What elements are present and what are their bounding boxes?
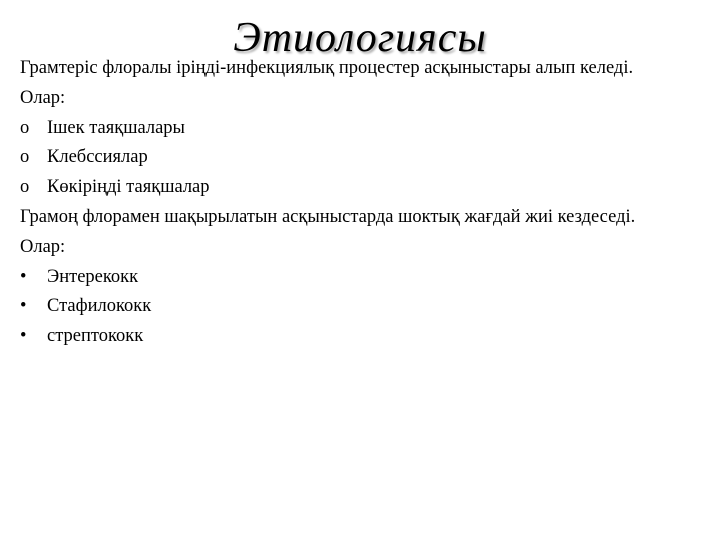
list-item-label: Көкіріңді таяқшалар (47, 177, 210, 198)
slide-title: Этиологиясы (233, 15, 487, 61)
list-item (20, 114, 710, 144)
circle-bullet-icon: o (20, 117, 30, 138)
list-item (20, 143, 710, 173)
list-item-label: Клебссиялар (47, 147, 148, 168)
circle-bullet-icon: o (20, 177, 30, 198)
list-item-label: Стафилококк (47, 296, 152, 317)
list-item (20, 322, 710, 352)
list-item-label: Энтерекокк (47, 266, 139, 287)
paragraph-lead-1: Олар: (20, 87, 66, 108)
list-item-label: стрептококк (47, 326, 144, 347)
dot-bullet-icon: • (20, 296, 27, 317)
list-item (20, 292, 710, 322)
list-item (20, 173, 710, 203)
circle-bullet-icon: o (20, 147, 30, 168)
slide-body (20, 54, 710, 352)
list-item (20, 263, 710, 293)
dot-bullet-icon: • (20, 266, 27, 287)
paragraph-gram-positive: Грамоң флорамен шақырылатын асқыныстарда шоктық жағдай жиі кездеседі. (20, 206, 636, 227)
paragraph-lead-2: Олар: (20, 236, 66, 257)
dot-bullet-icon: • (20, 326, 27, 347)
paragraph-gram-negative: Грамтеріс флоралы іріңді-инфекциялық процестер асқыныстары алып келеді. (20, 58, 634, 78)
list-item-label: Ішек таяқшалары (47, 117, 185, 138)
